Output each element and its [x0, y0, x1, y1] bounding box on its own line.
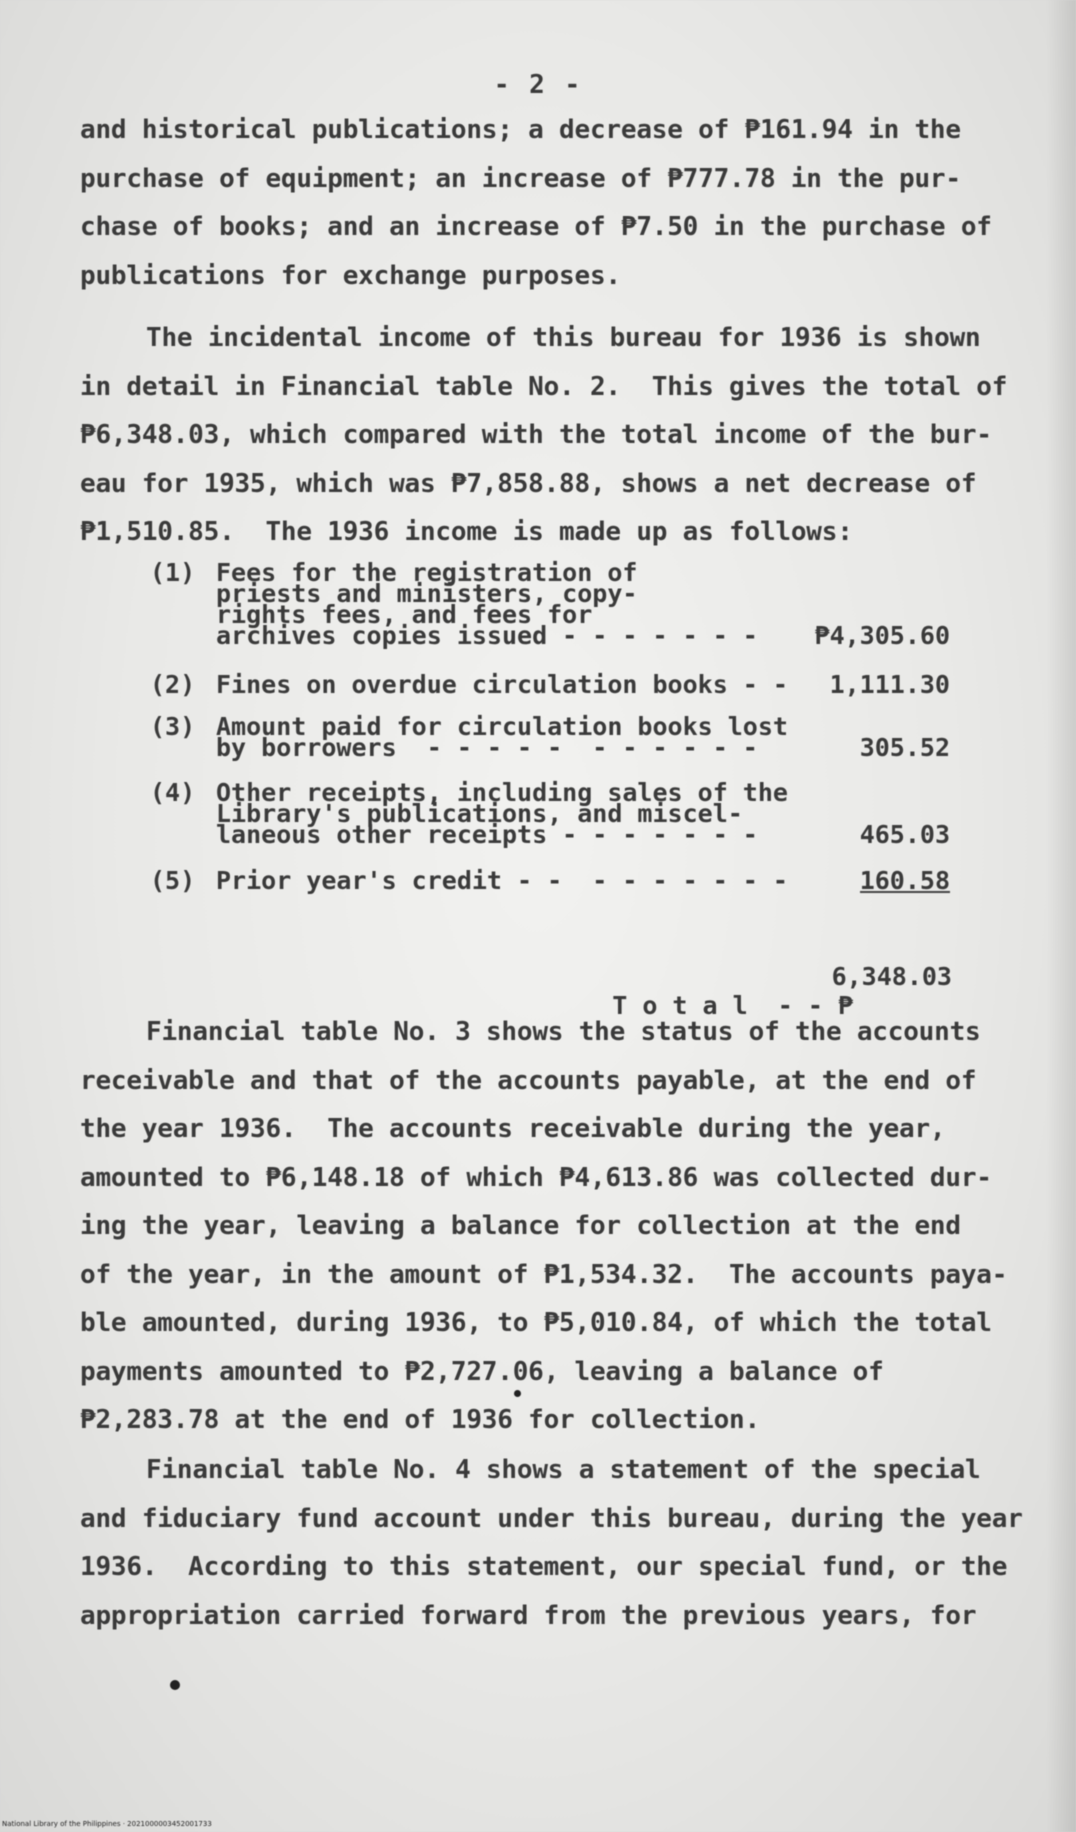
bullet-mark [170, 1680, 180, 1690]
item-amount: 305.52 [859, 733, 950, 762]
item-amount: 1,111.30 [829, 670, 950, 699]
item-description [216, 558, 816, 650]
text-line: ₱2,283.78 at the end of 1936 for collection. [80, 1405, 760, 1435]
total-amount: 6,348.03 [831, 962, 952, 991]
paragraph-2 [80, 314, 1008, 557]
text-line: ₱1,510.85. The 1936 income is made up as follows: [80, 517, 853, 547]
text-line: receivable and that of the accounts payable, at the end of [80, 1065, 977, 1096]
text-line: in detail in Financial table No. 2. This gives the total of [80, 371, 1008, 402]
item-number: (5) [150, 866, 196, 895]
paragraph-3 [80, 1008, 1008, 1445]
text-line: of the year, in the amount of ₱1,534.32. The accounts paya- [80, 1259, 1008, 1290]
item-line: Fines on overdue circulation books - - [216, 670, 788, 699]
item-line: by borrowers - - - - - - - - - - - [216, 733, 758, 762]
item-number: (1) [150, 558, 196, 587]
item-number: (3) [150, 712, 196, 741]
text-line: and fiduciary fund account under this bureau, during the year [80, 1503, 1023, 1534]
item-line: laneous other receipts - - - - - - - [216, 820, 758, 849]
text-line: payments amounted to ₱2,727.06, leaving a balance of [80, 1356, 884, 1387]
item-amount: ₱4,305.60 [814, 621, 950, 650]
item-line: Other receipts, including sales of the [216, 778, 788, 807]
page-number: - 2 - [493, 70, 583, 100]
income-item [150, 866, 970, 896]
item-line: Fees for the registration of [216, 558, 638, 587]
income-items-list [150, 558, 970, 912]
text-line: the year 1936. The accounts receivable during the year, [80, 1114, 946, 1144]
income-item [150, 712, 970, 766]
item-number: (4) [150, 778, 196, 807]
paragraph-4 [80, 1446, 1023, 1640]
income-item [150, 778, 970, 854]
paragraph-1 [80, 106, 1000, 300]
item-line: Library's publications, and miscel- [216, 799, 743, 828]
item-line: Prior year's credit - - - - - - - - - [216, 866, 788, 895]
text-line: purchase of equipment; an increase of ₱777.78 in the pur- [80, 163, 961, 194]
text-line: ble amounted, during 1936, to ₱5,010.84, of which the total [80, 1308, 992, 1338]
income-item [150, 558, 970, 658]
item-line: archives copies issued - - - - - - - [216, 621, 758, 650]
page-edge-shadow [1046, 0, 1076, 1832]
text-line: Financial table No. 3 shows the status of the accounts [146, 1017, 981, 1047]
item-amount: 160.58 [859, 866, 950, 895]
item-description [216, 778, 816, 849]
item-description [216, 670, 816, 699]
text-line: ing the year, leaving a balance for collection at the end [80, 1211, 961, 1241]
item-line: rights fees, and fees for [216, 600, 593, 629]
stray-mark [514, 1390, 521, 1397]
text-line: 1936. According to this statement, our special fund, or the [80, 1552, 1008, 1582]
text-line: ₱6,348.03, which compared with the total income of the bur- [80, 420, 992, 450]
text-line: The incidental income of this bureau for 1936 is shown [146, 323, 981, 353]
text-line: appropriation carried forward from the previous years, for [80, 1600, 977, 1631]
text-line: publications for exchange purposes. [80, 260, 621, 291]
item-number: (2) [150, 670, 196, 699]
item-description [216, 712, 816, 762]
text-line: chase of books; and an increase of ₱7.50 in the purchase of [80, 212, 992, 242]
item-line: priests and ministers, copy- [216, 579, 638, 608]
total-label: T o t a l - - ₱ [612, 991, 854, 1020]
item-amount: 465.03 [859, 820, 950, 849]
archive-footer: National Library of the Philippines · 2021000003452001733 [2, 1820, 212, 1828]
text-line: Financial table No. 4 shows a statement of the special [146, 1455, 981, 1485]
item-line: Amount paid for circulation books lost [216, 712, 788, 741]
text-line: and historical publications; a decrease of ₱161.94 in the [80, 115, 961, 145]
item-description [216, 866, 816, 895]
text-line: eau for 1935, which was ₱7,858.88, shows a net decrease of [80, 468, 977, 499]
income-item [150, 670, 970, 700]
text-line: amounted to ₱6,148.18 of which ₱4,613.86 was collected dur- [80, 1162, 992, 1193]
